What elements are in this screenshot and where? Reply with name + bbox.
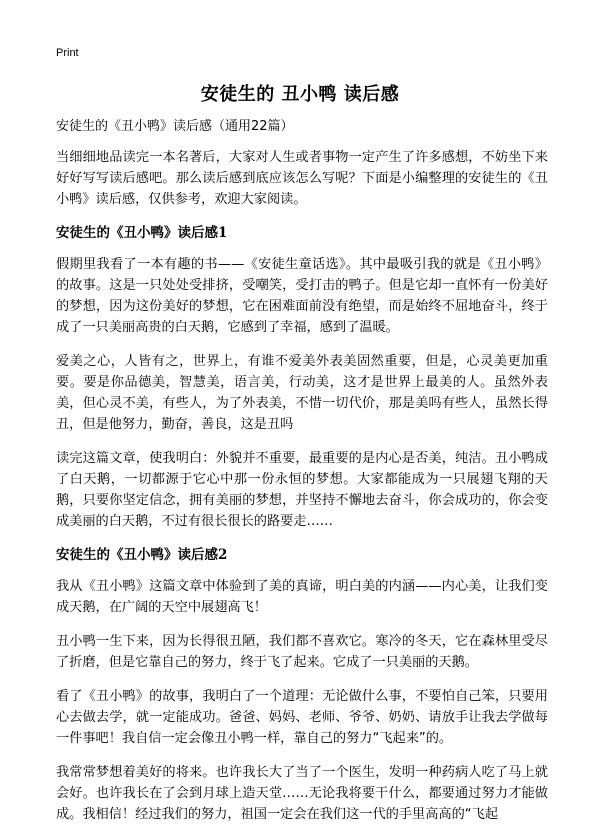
section-heading: 安徒生的《丑小鸭》读后感2 bbox=[56, 547, 228, 563]
section-heading: 安徒生的《丑小鸭》读后感1 bbox=[56, 225, 228, 241]
document-body bbox=[56, 117, 548, 838]
paragraph: 读完这篇文章，使我明白：外貌并不重要，最重要的是内心是否美，纯洁。丑小鸭成了白天鹅，一切都源于它心中那一份永恒的梦想。大家都能成为一只展翅飞翔的天鹅，只要你坚定信念，拥有美丽的梦想，并坚持不懈地去奋斗，你会成功的，你会变成美丽的白天鹅，不过有很长很长的路要走…… bbox=[56, 451, 548, 529]
paragraph: 爱美之心，人皆有之，世界上，有谁不爱美外表美固然重要，但是，心灵美更加重要。要是你品德美，智慧美，语言美，行动美，这才是世界上最美的人。虽然外表美，但心灵不美，有些人，为了外表美，不惜一切代价，那是美吗有些人，虽然长得丑，但是他努力，勤奋，善良，这是丑吗 bbox=[56, 354, 548, 432]
section-1 bbox=[56, 223, 548, 532]
section-2 bbox=[56, 545, 548, 825]
document-title: 安徒生的 丑小鸭 读后感 bbox=[200, 84, 400, 105]
paragraph: 看了《丑小鸭》的故事，我明白了一个道理：无论做什么事，不要怕自己笨，只要用心去做去学，就一定能成功。爸爸、妈妈、老师、爷爷、奶奶、请放手让我去学做每一件事吧！我自信一定会像丑小鸭一样，靠自己的努力“飞起来”的。 bbox=[56, 689, 548, 746]
intro-paragraph: 当细细地品读完一本名著后，大家对人生或者事物一定产生了许多感想，不妨坐下来好好写写读后感吧。那么读后感到底应该怎么写呢？下面是小编整理的安徒生的《丑小鸭》读后感，仅供参考，欢迎大家阅读。 bbox=[56, 150, 548, 207]
paragraph: 假期里我看了一本有趣的书——《安徒生童话选》。其中最吸引我的就是《丑小鸭》的故事。这是一只处处受排挤，受嘲笑，受打击的鸭子。但是它却一直怀有一份美好的梦想，因为这份美好的梦想，它在困难面前没有绝望，而是始终不屈地奋斗，终于成了一只美丽高贵的白天鹅，它感到了幸福，感到了温暖。 bbox=[56, 257, 548, 335]
paragraph: 我常常梦想着美好的将来。也许我长大了当了一个医生，发明一种药病人吃了马上就会好。也许我长在了会到月球上造天堂……无论我将要干什么，都要通过努力才能做成。我相信！经过我们的努力，祖国一定会在我们这一代的手里高高的“飞起 bbox=[56, 765, 548, 822]
paragraph: 我从《丑小鸭》这篇文章中体验到了美的真谛，明白美的内涵——内心美，让我们变成天鹅，在广阔的天空中展翅高飞！ bbox=[56, 579, 548, 615]
document-subtitle: 安徒生的《丑小鸭》读后感（通用22篇） bbox=[56, 119, 294, 134]
print-link[interactable]: Print bbox=[56, 47, 79, 59]
paragraph: 丑小鸭一生下来，因为长得很丑陋，我们都不喜欢它。寒冷的冬天，它在森林里受尽了折磨，但是它靠自己的努力，终于飞了起来。它成了一只美丽的天鹅。 bbox=[56, 634, 548, 670]
